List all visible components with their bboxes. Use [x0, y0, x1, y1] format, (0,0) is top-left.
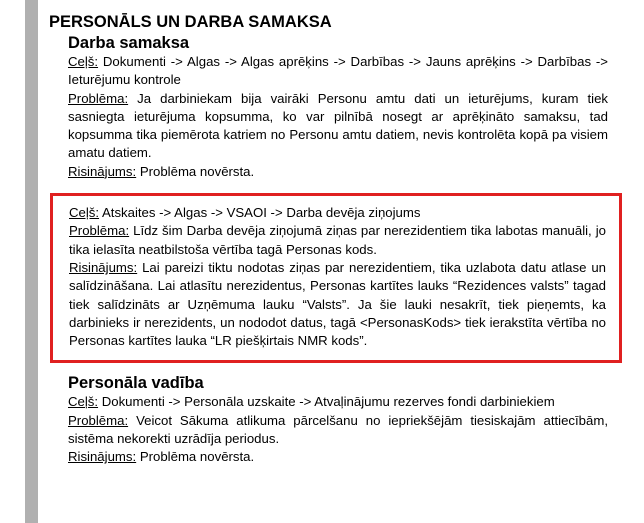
entry-title: Personāla vadība: [68, 374, 204, 393]
path-text: Dokumenti -> Algas -> Algas aprēķins -> Darbības -> Jauns aprēķins -> Darbības -> Ieturējumu kontrole: [68, 54, 608, 88]
path-label: Ceļš:: [68, 54, 99, 69]
entry-title: Darba samaksa: [68, 34, 190, 52]
release-notes-document: [50, 12, 625, 467]
problem-label: Problēma:: [69, 223, 130, 239]
entry-solution: [68, 163, 608, 181]
solution-text: Problēma novērsta.: [139, 163, 255, 179]
entry-path: [68, 53, 608, 90]
solution-text: Problēma novērsta.: [139, 449, 255, 465]
path-label: Ceļš:: [69, 205, 100, 221]
entry-path: [69, 204, 606, 222]
solution-label: Risinājums:: [68, 449, 137, 465]
highlighted-entry-box: [50, 193, 622, 363]
problem-text: Ja darbiniekam bija vairāki Personu amtu dati un ieturējums, kuram tiek sasniegta ieturējuma kopsumma, ko var pilnībā nosegt ar aprēķināto samaksu, tad kopsumma tika piemērota katriem no Personu amtu datiem, nevis kontrolēta kopā pa visiem amatu datiem.: [68, 90, 608, 161]
path-text: Atskaites -> Algas -> VSAOI -> Darba devēja ziņojums: [101, 205, 421, 221]
problem-text: Veicot Sākuma atlikuma pārcelšanu no iepriekšējām tiesiskajām attiecībām, sistēma nekorekti uzrādīja periodus.: [68, 412, 608, 447]
solution-label: Risinājums:: [69, 259, 138, 275]
problem-label: Problēma:: [68, 412, 129, 428]
entry-solution: [68, 448, 608, 466]
entry-problem: [69, 222, 606, 259]
section-title: PERSONĀLS UN DARBA SAMAKSA: [49, 13, 332, 31]
solution-text: Lai pareizi tiktu nodotas ziņas par nerezidentiem, tika uzlabota datu atlase un salīdzināšana. Lai atlasītu nerezidentus, Personas kartītes lauks “Rezidences valsts” tagad tiek salīdzināts ar Uzņēmuma lauku “Valsts”. Ja šie lauki nesakrīt, tiek pieņemts, ka darbinieks ir nerezidents, un nododot datus, tagā <PersonasKods> tiek ierakstīta vērtība no Personas kartītes lauka “LR piešķirtais NMR kods”.: [69, 259, 606, 349]
problem-label: Problēma:: [68, 90, 129, 106]
entry-darba-samaksa: [68, 33, 608, 181]
document-side-bar: [25, 0, 38, 523]
entry-solution: [69, 259, 606, 350]
entry-personala-vadiba: [68, 373, 608, 466]
problem-text: Līdz šim Darba devēja ziņojumā ziņas par nerezidentiem tika labotas manuāli, jo tika ielasīta neatbilstoša vērtība tagā Personas kods.: [69, 223, 606, 257]
solution-label: Risinājums:: [68, 163, 137, 179]
path-text: Dokumenti -> Personāla uzskaite -> Atvaļinājumu rezerves fondi darbiniekiem: [101, 394, 555, 410]
entry-problem: [68, 90, 608, 163]
path-label: Ceļš:: [68, 394, 99, 410]
entry-path: [68, 393, 608, 411]
entry-problem: [68, 412, 608, 449]
